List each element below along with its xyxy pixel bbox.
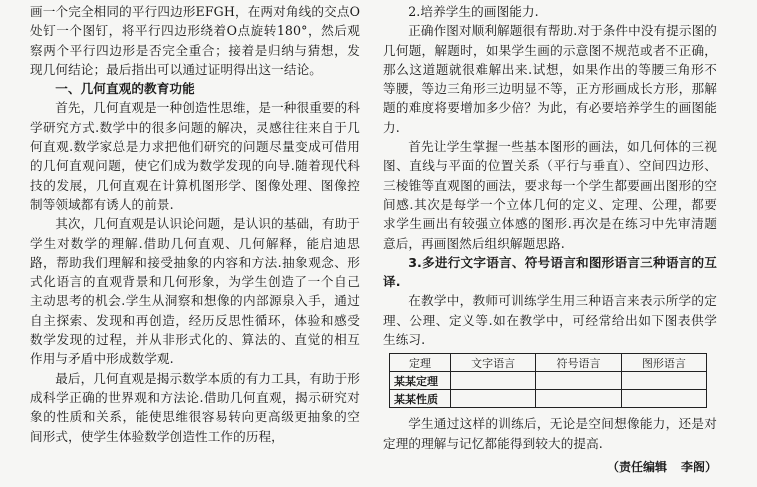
body-paragraph: 在教学中，教师可训练学生用三种语言来表示所学的定理、公理、定义等.如在教学中，可经常给出如下图表供学生练习.: [383, 293, 717, 348]
table-cell: [451, 372, 536, 390]
table-cell: [536, 390, 621, 408]
table-row: [390, 372, 707, 390]
table-cell: [536, 372, 621, 390]
body-paragraph: 其次，几何直观是认识论问题，是认识的基础，有助于学生对数学的理解.借助几何直观、几何解释，能启迪思路，帮助我们理解和接受抽象的内容和方法.抽象观念、形式化语言的直观背景和几何形象，为学生创造了一个自己主动思考的机会.学生从洞察和想像的内部源泉入手，通过自主探索、发现和再创造，经历反思性循环，体验和感受数学发现的过程，并从非形式化的、算法的、直觉的相互作用与矛盾中形成数学观.: [30, 216, 360, 367]
table-cell: [451, 390, 536, 408]
body-paragraph: 首先，几何直观是一种创造性思维，是一种很重要的科学研究方式.数学中的很多问题的解决，灵感往往来自于几何直观.数学家总是力求把他们研究的问题尽量变成可借用的几何直观问题，使它们成为数学发现的向导.随着现代科技的发展，几何直观在计算机图形学、图像处理、图像控制等领域都有诱人的前景.: [30, 100, 360, 212]
table-cell: [621, 372, 706, 390]
editor-name: 李阁）: [680, 459, 717, 474]
table-header: 定理: [390, 354, 451, 372]
editor-credit: [383, 457, 717, 477]
section-heading: 一、几何直观的教育功能: [55, 81, 195, 97]
right-column: [383, 2, 717, 477]
table-cell: [621, 390, 706, 408]
table-header: 符号语言: [536, 354, 621, 372]
subsection-heading: 2.培养学生的画图能力.: [408, 4, 539, 19]
editor-label: （责任编辑: [606, 459, 667, 474]
table-header: 文字语言: [451, 354, 536, 372]
intro-paragraph: 画一个完全相同的平行四边形EFGH，在两对角线的交点O处钉一个图钉，将平行四边形绕着O点旋转180°，然后观察两个平行四边形是否完全重合；接着是归纳与猜想，发现几何结论；最后指出可以通过证明得出这一结论。: [30, 4, 360, 77]
table-header: 图形语言: [621, 354, 706, 372]
body-paragraph: 首先让学生掌握一些基本图形的画法，如几何体的三视图、直线与平面的位置关系（平行与垂直）、空间四边形、三棱锥等直观图的画法，要求每一个学生都要画出图形的空间感.其次是每学一个立体几何的定义、定理、公理，都要求学生画出有较强立体感的图形.再次是在练习中先审清题意后，再画图然后组织解题思路.: [383, 139, 717, 251]
subsection-heading: 3.多进行文字语言、符号语言和图形语言三种语言的互译.: [383, 254, 717, 290]
table-row: [390, 390, 707, 408]
left-column: [30, 2, 360, 446]
body-paragraph: 正确作图对顺利解题很有帮助.对于条件中没有提示图的几何题，解题时，如果学生画的示意图不规范或者不正确，那么这道题就很难解出来.试想，如果作出的等腰三角形不等腰，等边三角形三边明显不等，正方形画成长方形，那解题的难度将要增加多少倍？为此，有必要培养学生的画图能力.: [383, 23, 717, 135]
practice-table: [389, 353, 707, 408]
body-paragraph: 学生通过这样的训练后，无论是空间想像能力，还是对定理的理解与记忆都能得到较大的提高.: [383, 416, 717, 451]
table-cell: 某某定理: [390, 372, 451, 390]
table-header-row: [390, 354, 707, 372]
table-cell: 某某性质: [390, 390, 451, 408]
body-paragraph: 最后，几何直观是揭示数学本质的有力工具，有助于形成科学正确的世界观和方法论.借助几何直观，揭示研究对象的性质和关系，能使思维很容易转向更高级更抽象的空间形式，使学生体验数学创造性工作的历程，: [30, 370, 360, 444]
